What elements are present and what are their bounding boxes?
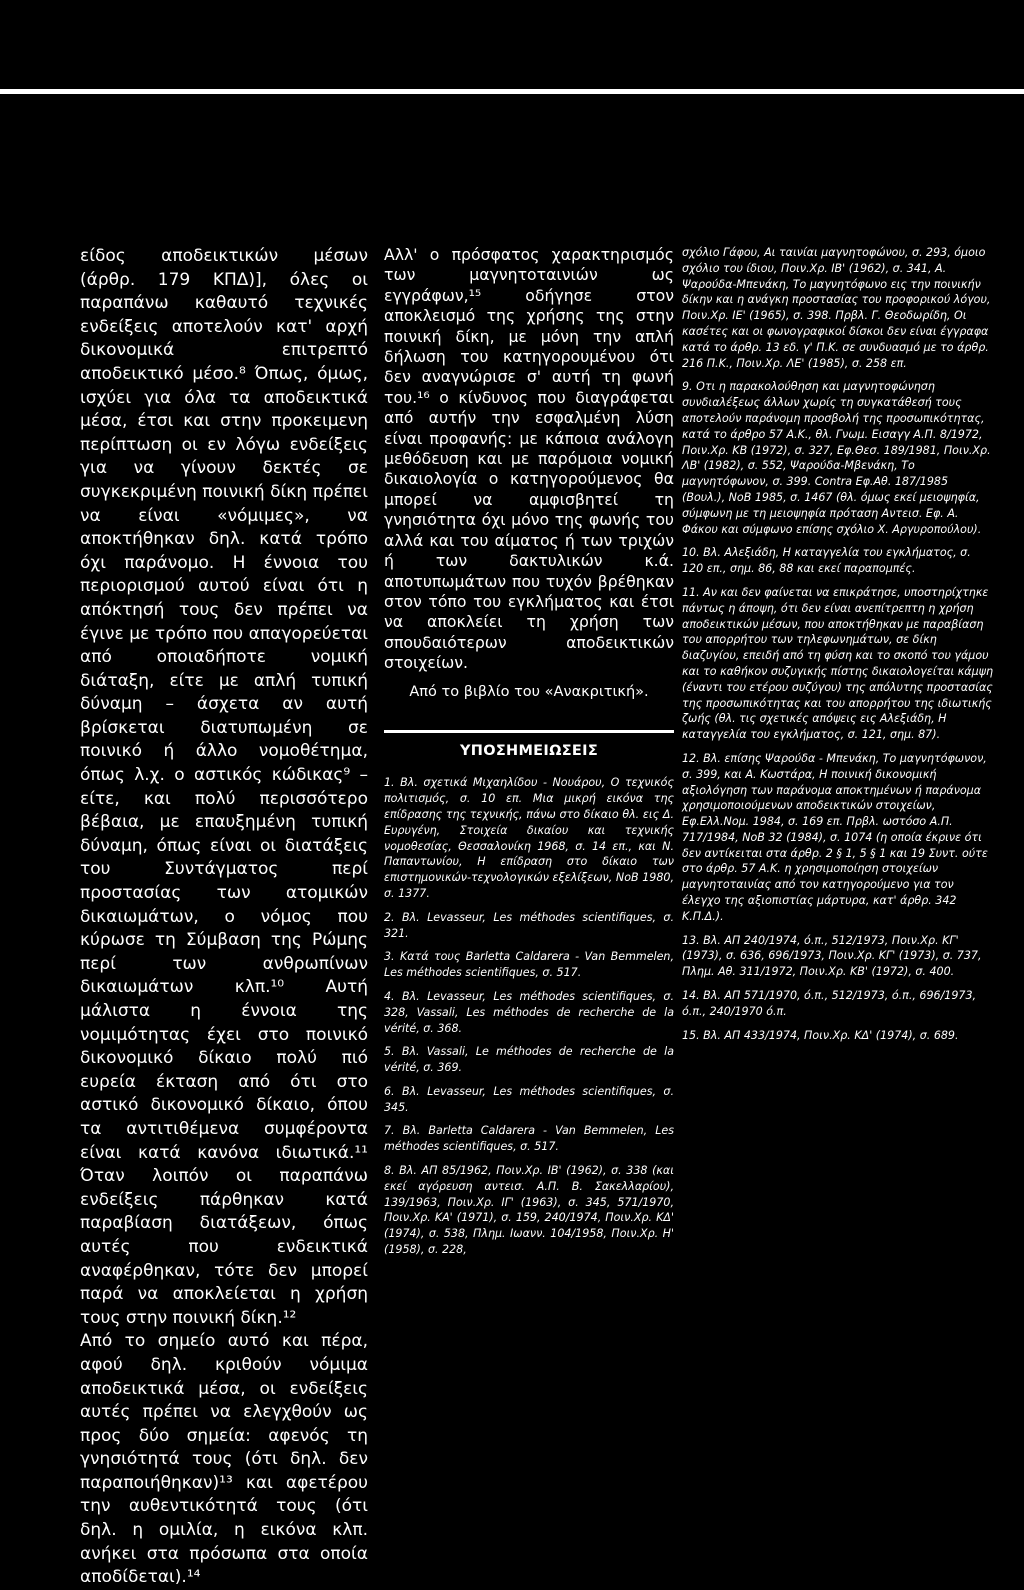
notes-divider	[384, 730, 674, 733]
footnote: 15. Βλ. ΑΠ 433/1974, Ποιν.Χρ. ΚΔ' (1974), σ. 689.	[682, 1028, 959, 1042]
footnote: 12. Βλ. επίσης Ψαρούδα - Μπενάκη, Το μαγνητόφωνον, σ. 399, και Α. Κωστάρα, Η ποινική δικονομική αξιολόγηση των παράνομα αποκτημένων ή παράνομα χρησιμοποιούμενων αποδεικτικών στοιχείων, Εφ.Ελλ.Νομ. 1984, σ. 169 επ. Πρβλ. ωστόσο Α.Π. 717/1984, ΝοΒ 32 (1984), σ. 1074 (η οποία έκρινε ότι δεν αντίκειται στα άρθρ. 2 § 1, 5 § 1 και 19 Συντ. ούτε στο άρθρ. 57 Α.Κ. η χρησιμοποίηση στοιχείων μαγνητοταινίας από τον κατηγορούμενο για τον έλεγχο της αξιοπιστίας μάρτυρα, κατ' άρθρ. 342 Κ.Π.Δ.).	[682, 751, 988, 923]
footnote: 7. Βλ. Barletta Caldarera - Van Bemmelen, Les méthodes scientifiques, σ. 517.	[384, 1124, 674, 1154]
notes-list-right	[682, 245, 994, 1043]
main-text: είδος αποδεικτικών μέσων (άρθρ. 179 ΚΠΔ)], όλες οι παραπάνω καθαυτό τεχνικές ενδείξεις αποτελούν κατ' αρχή δικονομικά επιτρεπτό αποδεικτικό μέσο.⁸ Όπως, όμως, ισχύει για όλα τα αποδεικτικά μέσα, έτσι και στην προκειμενη περίπτωση οι εν λόγω ενδείξεις για να γίνουν δεκτές σε συγκεκριμένη ποινική δίκη πρέπει να είναι «νόμιμες», να αποκτήθηκαν δηλ. κατά τρόπο όχι παράνομο. Η έννοια του περιορισμού αυτού είναι ότι η απόκτησή τους δεν πρέπει να έγινε με τρόπο που απαγορεύεται από οποιαδήποτε νομική διάταξη, είτε με απλή τυπική δύναμη – άσχετα αν αυτή βρίσκεται διατυπωμένη σε ποινικό ή άλλο νομοθέτημα, όπως λ.χ. ο αστικός κώδικας⁹ – είτε, και πολύ περισσότερο βέβαια, με επαυξημένη τυπική δύναμη, όπως είναι οι διατάξεις του Συντάγματος περί προστασίας των ατομικών δικαιωμάτων, ο νόμος που κύρωσε τη Σύμβαση της Ρώμης περί των ανθρωπίνων δικαιωμάτων κλπ.¹⁰ Αυτή μάλιστα η έννοια της νομιμότητας έχει στο ποινικό δικονομικό δίκαιο πολύ πιό ευρεία έκταση από ότι στο αστικό δικονομικό δίκαιο, όπου τα αντιτιθέμενα συμφέροντα είναι κατά κανόνα ιδιωτικά.¹¹ Όταν λοιπόν οι παραπάνω ενδείξεις πάρθηκαν κατά παραβίαση διατάξεων, όπως αυτές που ενδεικτικά αναφέρθηκαν, τότε δεν μπορεί παρά να αποκλείεται η χρήση τους στην ποινική δίκη.¹² Από το σημείο αυτό και πέρα, αφού δηλ. κριθούν νόμιμα αποδεικτικά μέσα, οι ενδείξεις αυτές πρέπει να ελεγχθούν ως προς δύο σημεία: αφενός τη γνησιότητά τους (ότι δηλ. δεν παραποιήθηκαν)¹³ και αφετέρου την αυθεντικότητά τους (ότι δηλ. η ομιλία, η εικόνα κλπ. ανήκει στα πρόσωπα στα οποία αποδίδεται).¹⁴	[80, 246, 368, 1588]
main-text-column	[80, 245, 368, 1590]
footnote: σχόλιο Γάφου, Αι ταινίαι μαγνητοφώνου, σ. 293, όμοιο σχόλιο του ίδιου, Ποιν.Χρ. ΙΒ' (1962), σ. 341, Α. Ψαρούδα-Μπενάκη, Το μαγνητόφωνο εις την ποινικήν δίκην και η ανάγκη προστασίας του προφορικού λόγου, Ποιν.Χρ. ΙΕ' (1965), σ. 398. Πρβλ. Γ. Θεοδωρίδη, Οι κασέτες και οι φωνογραφικοί δίσκοι δεν είναι έγγραφα κατά το άρθρ. 13 εδ. γ' Π.Κ. σε συνδυασμό με το άρθρ. 216 Π.Κ., Ποιν.Χρ. ΛΕ' (1985), σ. 258 επ.	[682, 246, 991, 370]
footnote: 9. Οτι η παρακολούθηση και μαγνητοφώνηση συνδιαλέξεως άλλων χωρίς τη συγκατάθεσή τους αποτελούν παράνομη προσβολή της προσωπικότητας, κατά το άρθρο 57 Α.Κ., θλ. Γνωμ. Εισαγγ Α.Π. 8/1972, Ποιν.Χρ. ΚΒ (1972), σ. 327, Εφ.Θεσ. 189/1981, Ποιν.Χρ. ΛΒ' (1982), σ. 552, Ψαρούδα-Μβενάκη, Το μαγνητόφωνον, σ. 399. Contra Εφ.Αθ. 187/1985 (Βουλ.), ΝοΒ 1985, σ. 1467 (θλ. όμως εκεί μειοψηφία, σύμφωνη με τη μειοψηφία πρόταση Αντεισ. Εφ. Α. Φάκου και σύμφωνο επίσης σχόλιο Χ. Αργυροπούλου).	[682, 380, 991, 536]
footnote: 13. Βλ. ΑΠ 240/1974, ό.π., 512/1973, Ποιν.Χρ. ΚΓ' (1973), σ. 636, 696/1973, Ποιν.Χρ. ΚΓ' (1973), σ. 737, Πλημ. Αθ. 311/1972, Ποιν.Χρ. ΚΒ' (1972), σ. 400.	[682, 933, 982, 979]
footnote: 11. Αν και δεν φαίνεται να επικράτησε, υποστηρίχτηκε πάντως η άποψη, ότι δεν είναι ανεπίτρεπτη η χρήση αποδεικτικών μέσων, που αποκτήθηκαν με παραβίαση του απορρήτου των τηλεφωνημάτων, σε δίκη διαζυγίου, επειδή από τη φύση και το σκοπό του γάμου και το καθήκον συζυγικής πίστης δικαιολογείται κάμψη (έναντι του ετέρου συζύγου) της απόλυτης προστασίας της προσωπικότητας και του απορρήτου της ιδιωτικής ζωής (θλ. τις σχετικές απόψεις εις Αλεξιάδη, Η καταγγελία του εγκλήματος, σ. 121, σημ. 87).	[682, 585, 994, 742]
footnote: 14. Βλ. ΑΠ 571/1970, ό.π., 512/1973, ό.π., 696/1973, ό.π., 240/1970 ό.π.	[682, 989, 977, 1018]
footnote: 2. Βλ. Levasseur, Les méthodes scientifiques, σ. 321.	[384, 910, 674, 940]
footnote: 5. Βλ. Vassali, Le méthodes de recherche de la vérité, σ. 369.	[384, 1045, 674, 1075]
top-rule	[0, 88, 1024, 94]
source-line: Από το βιβλίο του «Ανακριτική».	[409, 683, 649, 700]
footnote: 8. Βλ. ΑΠ 85/1962, Ποιν.Χρ. ΙΒ' (1962), σ. 338 (και εκεί αγόρευση αντεισ. Α.Π. Β. Σακελλαρίου), 139/1963, Ποιν.Χρ. ΙΓ' (1963), σ. 345, 571/1970, Ποιν.Χρ. ΚΑ' (1971), σ. 159, 240/1974, Ποιν.Χρ. ΚΔ' (1974), σ. 538, Πλημ. Ιωανν. 104/1958, Ποιν.Χρ. Η' (1958), σ. 228,	[384, 1164, 674, 1257]
footnote: 1. Βλ. σχετικά Μιχαηλίδου - Νουάρου, Ο τεχνικός πολιτισμός, σ. 10 επ. Μια μικρή εικόνα της επίδρασης της τεχνικής, πάνω στο δίκαιο θλ. εις Δ. Ευρυγένη, Στοιχεία δικαίου και τεχνικής νομοθεσίας, Θεσσαλονίκη 1968, σ. 14 επ., και Ν. Παπαντωνίου, Η επίδραση στο δίκαιο των επιστημονικών-τεχνολογικών εξελίξεων, ΝοΒ 1980, σ. 1377.	[384, 776, 674, 900]
middle-column	[384, 245, 674, 1266]
footnote: 4. Βλ. Levasseur, Les méthodes scientifiques, σ. 328, Vassali, Les méthodes de recherche de la vérité, σ. 368.	[384, 989, 674, 1035]
footnote: 6. Βλ. Levasseur, Les méthodes scientifiques, σ. 345.	[384, 1084, 674, 1114]
footnote: 3. Κατά τους Barletta Caldarera - Van Bemmelen, Les méthodes scientifiques, σ. 517.	[384, 950, 674, 980]
footnote: 10. Βλ. Αλεξιάδη, Η καταγγελία του εγκλήματος, σ. 120 επ., σημ. 86, 88 και εκεί παραπομπές.	[682, 546, 971, 576]
right-column-notes	[682, 245, 994, 1051]
notes-list-middle	[384, 775, 674, 1258]
notes-title: ΥΠΟΣΗΜΕΙΩΣΕΙΣ	[459, 742, 599, 759]
middle-text: Αλλ' ο πρόσφατος χαρακτηρισμός των μαγνητοταινιών ως εγγράφων,¹⁵ οδήγησε στον αποκλεισμό της χρήσης της στην ποινική δίκη, με μόνη την απλή δήλωση του κατηγορουμένου ότι δεν αναγνώρισε σ' αυτή τη φωνή του.¹⁶ ο κίνδυνος που διαγράφεται από αυτήν την εσφαλμένη λύση είναι προφανής: με κάποια ανάλογη μεθόδευση και με παρόμοια νομική δικαιολογία ο κατηγορούμενος θα μπορεί να αμφισβητεί τη γνησιότητα όχι μόνο της φωνής του αλλά και του αίματος ή των τριχών ή των δακτυλικών κ.ά. αποτυπωμάτων που τυχόν βρέθηκαν στον τόπο του εγκλήματος και έτσι να αποκλείει τη χρήση των σπουδαιότερων αποδεικτικών στοιχείων.	[384, 245, 674, 673]
